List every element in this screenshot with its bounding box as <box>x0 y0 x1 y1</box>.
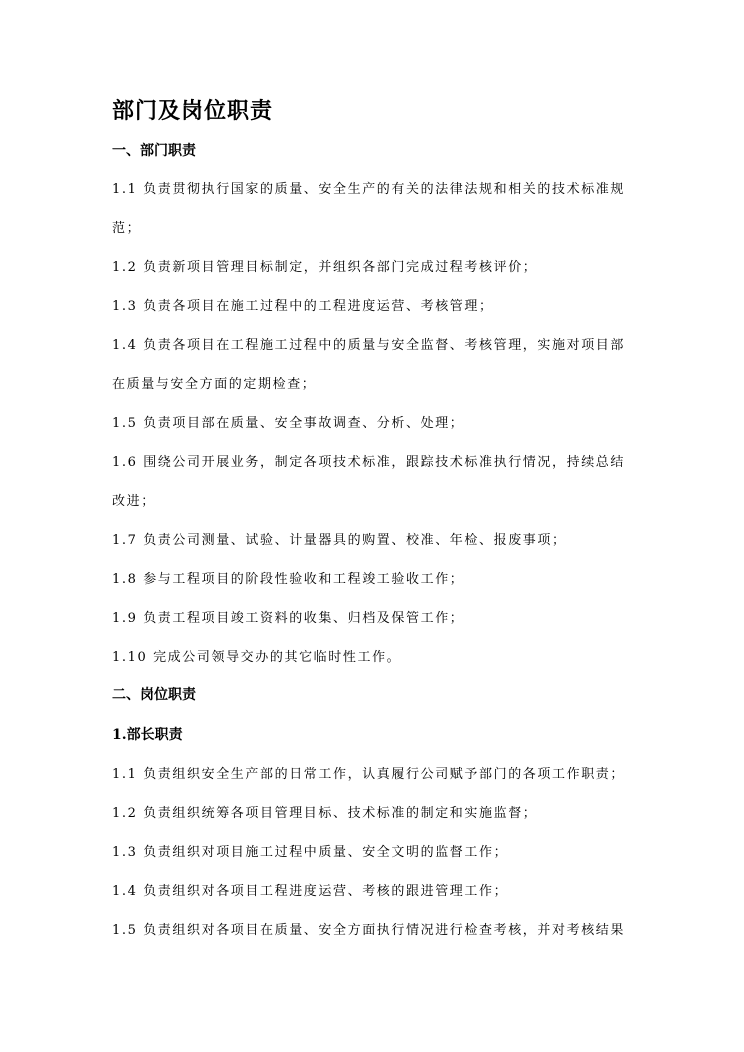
paragraph-line: 1.6 围绕公司开展业务，制定各项技术标准，跟踪技术标准执行情况，持续总结 <box>112 455 626 470</box>
paragraph-line: 在质量与安全方面的定期检查； <box>112 377 317 392</box>
paragraph-line: 1.5 负责组织对各项目在质量、安全方面执行情况进行检查考核，并对考核结果 <box>112 923 626 938</box>
paragraph-line: 范； <box>112 221 142 236</box>
subsection-heading-minister-duties: 1.部长职责 <box>112 727 183 743</box>
paragraph-line: 1.3 负责组织对项目施工过程中质量、安全文明的监督工作； <box>112 845 509 860</box>
paragraph-line: 1.3 负责各项目在施工过程中的工程进度运营、考核管理； <box>112 299 494 314</box>
paragraph-line: 改进； <box>112 494 156 509</box>
paragraph-line: 1.5 负责项目部在质量、安全事故调查、分析、处理； <box>112 416 465 431</box>
paragraph-line: 1.9 负责工程项目竣工资料的收集、归档及保管工作； <box>112 611 465 626</box>
paragraph-line: 1.2 负责新项目管理目标制定，并组织各部门完成过程考核评价； <box>112 260 538 275</box>
paragraph-line: 1.4 负责各项目在工程施工过程中的质量与安全监督、考核管理，实施对项目部 <box>112 338 626 353</box>
paragraph-line: 1.1 负责贯彻执行国家的质量、安全生产的有关的法律法规和相关的技术标准规 <box>112 182 626 197</box>
section-heading-position-duties: 二、岗位职责 <box>112 687 196 703</box>
paragraph-line: 1.8 参与工程项目的阶段性验收和工程竣工验收工作； <box>112 572 465 587</box>
paragraph-line: 1.1 负责组织安全生产部的日常工作，认真履行公司赋予部门的各项工作职责； <box>112 767 626 782</box>
paragraph-line: 1.2 负责组织统筹各项目管理目标、技术标准的制定和实施监督； <box>112 806 538 821</box>
section-heading-department-duties: 一、部门职责 <box>112 143 196 159</box>
paragraph-line: 1.10 完成公司领导交办的其它临时性工作。 <box>112 650 402 665</box>
paragraph-line: 1.7 负责公司测量、试验、计量器具的购置、校准、年检、报废事项； <box>112 533 567 548</box>
document-title: 部门及岗位职责 <box>112 98 274 124</box>
paragraph-line: 1.4 负责组织对各项目工程进度运营、考核的跟进管理工作； <box>112 884 509 899</box>
